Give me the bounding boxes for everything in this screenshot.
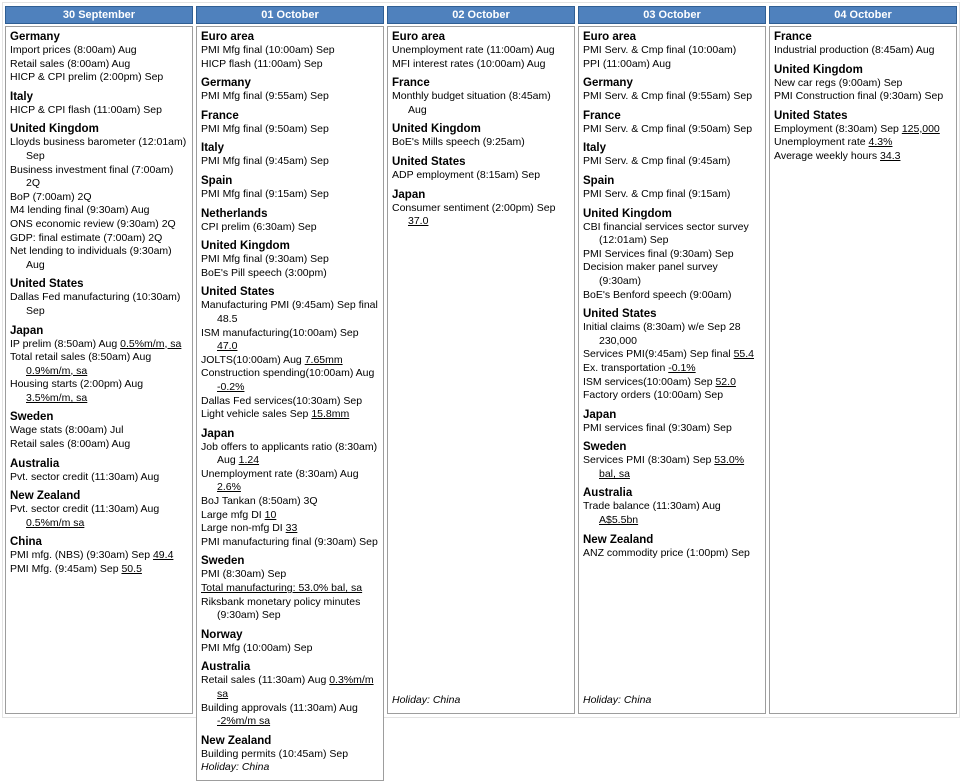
event-text: Building permits (10:45am) Sep xyxy=(201,747,349,760)
country-heading: France xyxy=(201,109,239,122)
event-text: Wage stats (8:00am) Jul xyxy=(10,424,124,437)
event-item xyxy=(10,245,188,272)
event-item xyxy=(583,90,761,104)
event-text: PMI mfg. (NBS) (9:30am) Sep xyxy=(10,549,153,562)
event-value: 0.9%m/m, sa xyxy=(26,364,88,377)
holiday-note: Holiday: China xyxy=(392,694,461,706)
country-heading: United Kingdom xyxy=(10,123,99,136)
event-text: PMI Serv. & Cmp final (9:45am) xyxy=(583,155,731,168)
column-body xyxy=(769,26,957,714)
event-text: Building approvals (11:30am) Aug xyxy=(201,701,358,714)
event-text: New car regs (9:00am) Sep xyxy=(774,76,903,89)
event-value: -2%m/m sa xyxy=(217,715,271,728)
event-text: ISM manufacturing(10:00am) Sep xyxy=(201,326,359,339)
event-item xyxy=(10,549,188,563)
event-value: 33 xyxy=(285,522,298,535)
event-item xyxy=(201,44,379,58)
event-value: Total manufacturing: 53.0% bal, sa xyxy=(201,582,363,595)
event-item xyxy=(583,362,761,376)
event-item xyxy=(201,642,379,656)
event-item xyxy=(201,509,379,523)
event-item xyxy=(10,503,188,530)
event-item xyxy=(10,232,188,246)
country-heading: Australia xyxy=(583,487,633,500)
event-item xyxy=(201,188,379,202)
event-value: 55.4 xyxy=(733,348,754,361)
event-item xyxy=(201,748,379,762)
event-text: Total retail sales (8:50am) Aug xyxy=(10,351,152,364)
country-heading: Japan xyxy=(392,188,426,201)
event-item xyxy=(201,155,379,169)
event-text: Decision maker panel survey (9:30am) xyxy=(583,261,718,287)
event-value: 49.4 xyxy=(152,549,174,562)
event-value: 1.24 xyxy=(238,454,260,467)
event-item xyxy=(201,596,379,623)
event-item xyxy=(201,354,379,368)
event-text: PMI Serv. & Cmp final (9:55am) Sep xyxy=(583,90,753,103)
event-item xyxy=(583,261,761,288)
country-heading: United States xyxy=(392,155,466,168)
event-item xyxy=(201,702,379,729)
event-text: Pvt. sector credit (11:30am) Aug xyxy=(10,470,160,483)
event-item xyxy=(201,58,379,72)
event-text: BoE's Pill speech (3:00pm) xyxy=(201,266,327,279)
column-body xyxy=(578,26,766,714)
event-value: 2.6% xyxy=(217,481,241,494)
holiday-note: Holiday: China xyxy=(583,694,652,706)
column-header-date: 03 October xyxy=(578,6,766,24)
event-item xyxy=(201,367,379,394)
column-header-date: 30 September xyxy=(5,6,193,24)
event-text: Riksbank monetary policy minutes (9:30am) Sep xyxy=(201,595,361,622)
country-heading: United States xyxy=(774,109,848,122)
event-item xyxy=(10,424,188,438)
event-text: Ex. transportation xyxy=(583,361,669,374)
country-heading: United Kingdom xyxy=(583,207,672,220)
event-text: Consumer sentiment (2:00pm) Sep xyxy=(392,201,556,214)
event-item xyxy=(201,253,379,267)
event-text: Services PMI(9:45am) Sep final xyxy=(583,348,734,361)
event-item xyxy=(392,58,570,72)
event-item xyxy=(10,563,188,577)
country-heading: Germany xyxy=(583,77,633,90)
event-text: PMI Mfg final (9:15am) Sep xyxy=(201,187,329,200)
column-body xyxy=(196,26,384,781)
event-item xyxy=(10,218,188,232)
country-heading: United States xyxy=(201,286,275,299)
event-item xyxy=(10,104,188,118)
event-text: MFI interest rates (10:00am) Aug xyxy=(392,57,546,70)
event-value: 0.3%m/m sa xyxy=(217,674,374,700)
event-item xyxy=(392,90,570,117)
event-text: ISM services(10:00am) Sep xyxy=(583,375,716,388)
country-heading: Japan xyxy=(10,324,44,337)
event-value: 0.5%m/m, sa xyxy=(120,337,182,350)
event-text: Average weekly hours xyxy=(774,149,881,162)
event-text: Factory orders (10:00am) Sep xyxy=(583,389,724,402)
event-item xyxy=(583,321,761,348)
event-text: PMI (8:30am) Sep xyxy=(201,568,287,581)
country-heading: Japan xyxy=(201,427,235,440)
country-heading: United Kingdom xyxy=(201,240,290,253)
event-item xyxy=(10,338,188,352)
event-text: Retail sales (11:30am) Aug xyxy=(201,674,330,687)
country-heading: Spain xyxy=(583,174,615,187)
event-item xyxy=(774,136,952,150)
event-item xyxy=(10,58,188,72)
event-text: GDP: final estimate (7:00am) 2Q xyxy=(10,231,163,244)
event-item xyxy=(10,438,188,452)
country-heading: Australia xyxy=(201,661,251,674)
event-text: Light vehicle sales Sep xyxy=(201,408,312,421)
event-value: 0.5%m/m sa xyxy=(26,516,85,529)
country-heading: Norway xyxy=(201,628,243,641)
event-text: Unemployment rate (11:00am) Aug xyxy=(392,44,555,56)
country-heading: Germany xyxy=(10,31,60,43)
country-heading: United States xyxy=(10,278,84,291)
event-text: Net lending to individuals (9:30am) Aug xyxy=(10,245,172,271)
event-item xyxy=(201,582,379,596)
event-text: PPI (11:00am) Aug xyxy=(583,57,671,70)
country-heading: Italy xyxy=(201,142,225,155)
country-heading: Sweden xyxy=(201,555,245,568)
event-item xyxy=(201,327,379,354)
event-item xyxy=(201,123,379,137)
country-heading: Euro area xyxy=(392,31,446,43)
event-text: Dallas Fed manufacturing (10:30am) Sep xyxy=(10,291,181,317)
event-item xyxy=(10,291,188,318)
country-heading: Italy xyxy=(10,90,34,103)
event-item xyxy=(201,267,379,281)
event-text: Monthly budget situation (8:45am) Aug xyxy=(392,90,551,116)
country-heading: Netherlands xyxy=(201,207,268,220)
country-heading: France xyxy=(583,109,621,122)
event-text: ONS economic review (9:30am) 2Q xyxy=(10,217,176,230)
column-body xyxy=(5,26,193,714)
column-body xyxy=(387,26,575,714)
event-item xyxy=(201,299,379,326)
event-text: PMI Mfg final (9:50am) Sep xyxy=(201,122,329,135)
event-text: Import prices (8:00am) Aug xyxy=(10,44,137,56)
event-item xyxy=(583,188,761,202)
event-item xyxy=(583,248,761,262)
event-text: Employment (8:30am) Sep xyxy=(774,122,902,135)
event-item xyxy=(583,58,761,72)
event-item xyxy=(583,389,761,403)
event-item xyxy=(583,289,761,303)
event-item xyxy=(774,150,952,164)
event-item xyxy=(774,77,952,91)
event-text: Retail sales (8:00am) Aug xyxy=(10,57,131,70)
country-heading: China xyxy=(10,536,42,549)
event-text: HICP & CPI prelim (2:00pm) Sep xyxy=(10,71,164,84)
event-text: PMI Mfg final (10:00am) Sep xyxy=(201,44,335,56)
country-heading: Sweden xyxy=(583,441,627,454)
event-text: Pvt. sector credit (11:30am) Aug xyxy=(10,503,160,516)
event-text: JOLTS(10:00am) Aug xyxy=(201,353,305,366)
event-text: Lloyds business barometer (12:01am) Sep xyxy=(10,136,187,162)
event-text: PMI Mfg. (9:45am) Sep xyxy=(10,563,122,576)
event-item xyxy=(201,536,379,550)
event-item xyxy=(392,136,570,150)
event-text: M4 lending final (9:30am) Aug xyxy=(10,204,150,217)
event-text: BoP (7:00am) 2Q xyxy=(10,190,92,203)
event-text: PMI manufacturing final (9:30am) Sep xyxy=(201,535,378,548)
country-heading: New Zealand xyxy=(583,533,654,546)
event-text: ANZ commodity price (1:00pm) Sep xyxy=(583,546,750,559)
event-text: Job offers to applicants ratio (8:30am) Aug xyxy=(201,440,378,467)
event-text: CPI prelim (6:30am) Sep xyxy=(201,220,317,233)
event-value: 50.5 xyxy=(121,563,142,576)
event-item xyxy=(201,568,379,582)
event-item xyxy=(10,471,188,485)
event-value: 47.0 xyxy=(217,340,238,353)
event-item xyxy=(201,674,379,701)
event-text: BoE's Mills speech (9:25am) xyxy=(392,136,525,149)
event-item xyxy=(583,547,761,561)
event-text: Dallas Fed services(10:30am) Sep xyxy=(201,394,363,407)
country-heading: Italy xyxy=(583,142,607,155)
event-item xyxy=(583,221,761,248)
country-heading: Euro area xyxy=(201,31,255,43)
country-heading: Australia xyxy=(10,457,60,470)
event-item xyxy=(10,378,188,405)
event-text: CBI financial services sector survey (12:01am) Sep xyxy=(583,220,749,247)
economic-calendar xyxy=(5,6,957,774)
event-item xyxy=(10,44,188,58)
country-heading: Spain xyxy=(201,174,233,187)
event-item xyxy=(201,221,379,235)
event-text: Industrial production (8:45am) Aug xyxy=(774,44,935,56)
event-text: Unemployment rate xyxy=(774,136,869,149)
event-value: 3.5%m/m, sa xyxy=(26,391,88,404)
event-item xyxy=(392,169,570,183)
event-text: Housing starts (2:00pm) Aug xyxy=(10,378,144,391)
event-text: Trade balance (11:30am) Aug xyxy=(583,500,721,513)
event-item xyxy=(10,351,188,378)
event-value: 10 xyxy=(264,508,277,521)
event-item xyxy=(774,123,952,137)
event-item xyxy=(10,191,188,205)
event-item xyxy=(10,204,188,218)
event-value: 125,000 xyxy=(901,122,940,135)
event-text: PMI Mfg final (9:30am) Sep xyxy=(201,253,329,266)
event-item xyxy=(201,395,379,409)
event-item xyxy=(583,422,761,436)
event-text: PMI Serv. & Cmp final (9:15am) xyxy=(583,187,731,200)
event-item xyxy=(201,408,379,422)
event-value: 7.65mm xyxy=(304,353,343,366)
event-item xyxy=(201,468,379,495)
event-value: 53.0% bal, sa xyxy=(599,454,745,480)
event-item xyxy=(201,441,379,468)
event-item xyxy=(583,454,761,481)
event-item xyxy=(583,376,761,390)
event-text: PMI Construction final (9:30am) Sep xyxy=(774,90,944,103)
event-item xyxy=(201,495,379,509)
event-text: BoE's Benford speech (9:00am) xyxy=(583,288,732,301)
country-heading: France xyxy=(392,77,430,90)
country-heading: Sweden xyxy=(10,411,54,424)
event-text: PMI Services final (9:30am) Sep xyxy=(583,247,734,260)
country-heading: France xyxy=(774,31,812,43)
column-header-date: 01 October xyxy=(196,6,384,24)
event-text: PMI Mfg final (9:55am) Sep xyxy=(201,90,329,103)
event-item xyxy=(774,90,952,104)
event-text: Manufacturing PMI (9:45am) Sep final 48.5 xyxy=(201,299,378,325)
event-item xyxy=(583,155,761,169)
event-item xyxy=(201,90,379,104)
event-text: PMI Mfg final (9:45am) Sep xyxy=(201,155,329,168)
event-text: BoJ Tankan (8:50am) 3Q xyxy=(201,495,318,508)
event-text: Large non-mfg DI xyxy=(201,522,286,535)
event-value: 52.0 xyxy=(715,375,736,388)
event-value: 4.3% xyxy=(868,136,893,149)
event-text: ADP employment (8:15am) Sep xyxy=(392,168,541,181)
country-heading: United Kingdom xyxy=(392,123,481,136)
event-text: IP prelim (8:50am) Aug xyxy=(10,337,121,350)
country-heading: Japan xyxy=(583,408,617,421)
event-text: Business investment final (7:00am) 2Q xyxy=(10,163,174,190)
day-column-2 xyxy=(196,6,384,774)
event-text: PMI services final (9:30am) Sep xyxy=(583,421,732,434)
column-header-date: 02 October xyxy=(387,6,575,24)
country-heading: Euro area xyxy=(583,31,637,43)
column-header-date: 04 October xyxy=(769,6,957,24)
event-item xyxy=(10,164,188,191)
country-heading: United States xyxy=(583,308,657,321)
event-item xyxy=(583,44,761,58)
event-item xyxy=(10,71,188,85)
event-value: 37.0 xyxy=(408,215,429,228)
event-text: Services PMI (8:30am) Sep xyxy=(583,454,715,467)
day-column-3 xyxy=(387,6,575,714)
country-heading: New Zealand xyxy=(201,734,272,747)
event-item xyxy=(583,123,761,137)
country-heading: United Kingdom xyxy=(774,63,863,76)
event-item xyxy=(583,500,761,527)
day-column-1 xyxy=(5,6,193,714)
event-text: PMI Serv. & Cmp final (9:50am) Sep xyxy=(583,122,753,135)
event-text: HICP & CPI flash (11:00am) Sep xyxy=(10,103,162,116)
event-item xyxy=(392,44,570,58)
day-column-5 xyxy=(769,6,957,714)
holiday-note: Holiday: China xyxy=(201,761,270,774)
event-text: PMI Serv. & Cmp final (10:00am) xyxy=(583,44,737,56)
event-value: 34.3 xyxy=(880,149,901,162)
event-text: Initial claims (8:30am) w/e Sep 28 230,000 xyxy=(583,321,741,347)
event-item xyxy=(10,136,188,163)
event-text: Construction spending(10:00am) Aug xyxy=(201,367,375,380)
country-heading: New Zealand xyxy=(10,490,81,503)
event-text: HICP flash (11:00am) Sep xyxy=(201,57,323,70)
event-text: PMI Mfg (10:00am) Sep xyxy=(201,641,313,654)
event-text: Large mfg DI xyxy=(201,508,265,521)
event-text: Retail sales (8:00am) Aug xyxy=(10,438,131,451)
event-value: -0.1% xyxy=(668,361,696,374)
event-value: -0.2% xyxy=(217,380,245,393)
event-item xyxy=(583,348,761,362)
event-item xyxy=(774,44,952,58)
event-text: Unemployment rate (8:30am) Aug xyxy=(201,467,359,480)
day-column-4 xyxy=(578,6,766,714)
event-item xyxy=(201,522,379,536)
event-value: A$5.5bn xyxy=(599,514,639,527)
country-heading: Germany xyxy=(201,77,251,90)
event-value: 15.8mm xyxy=(311,408,350,421)
event-item xyxy=(392,202,570,229)
